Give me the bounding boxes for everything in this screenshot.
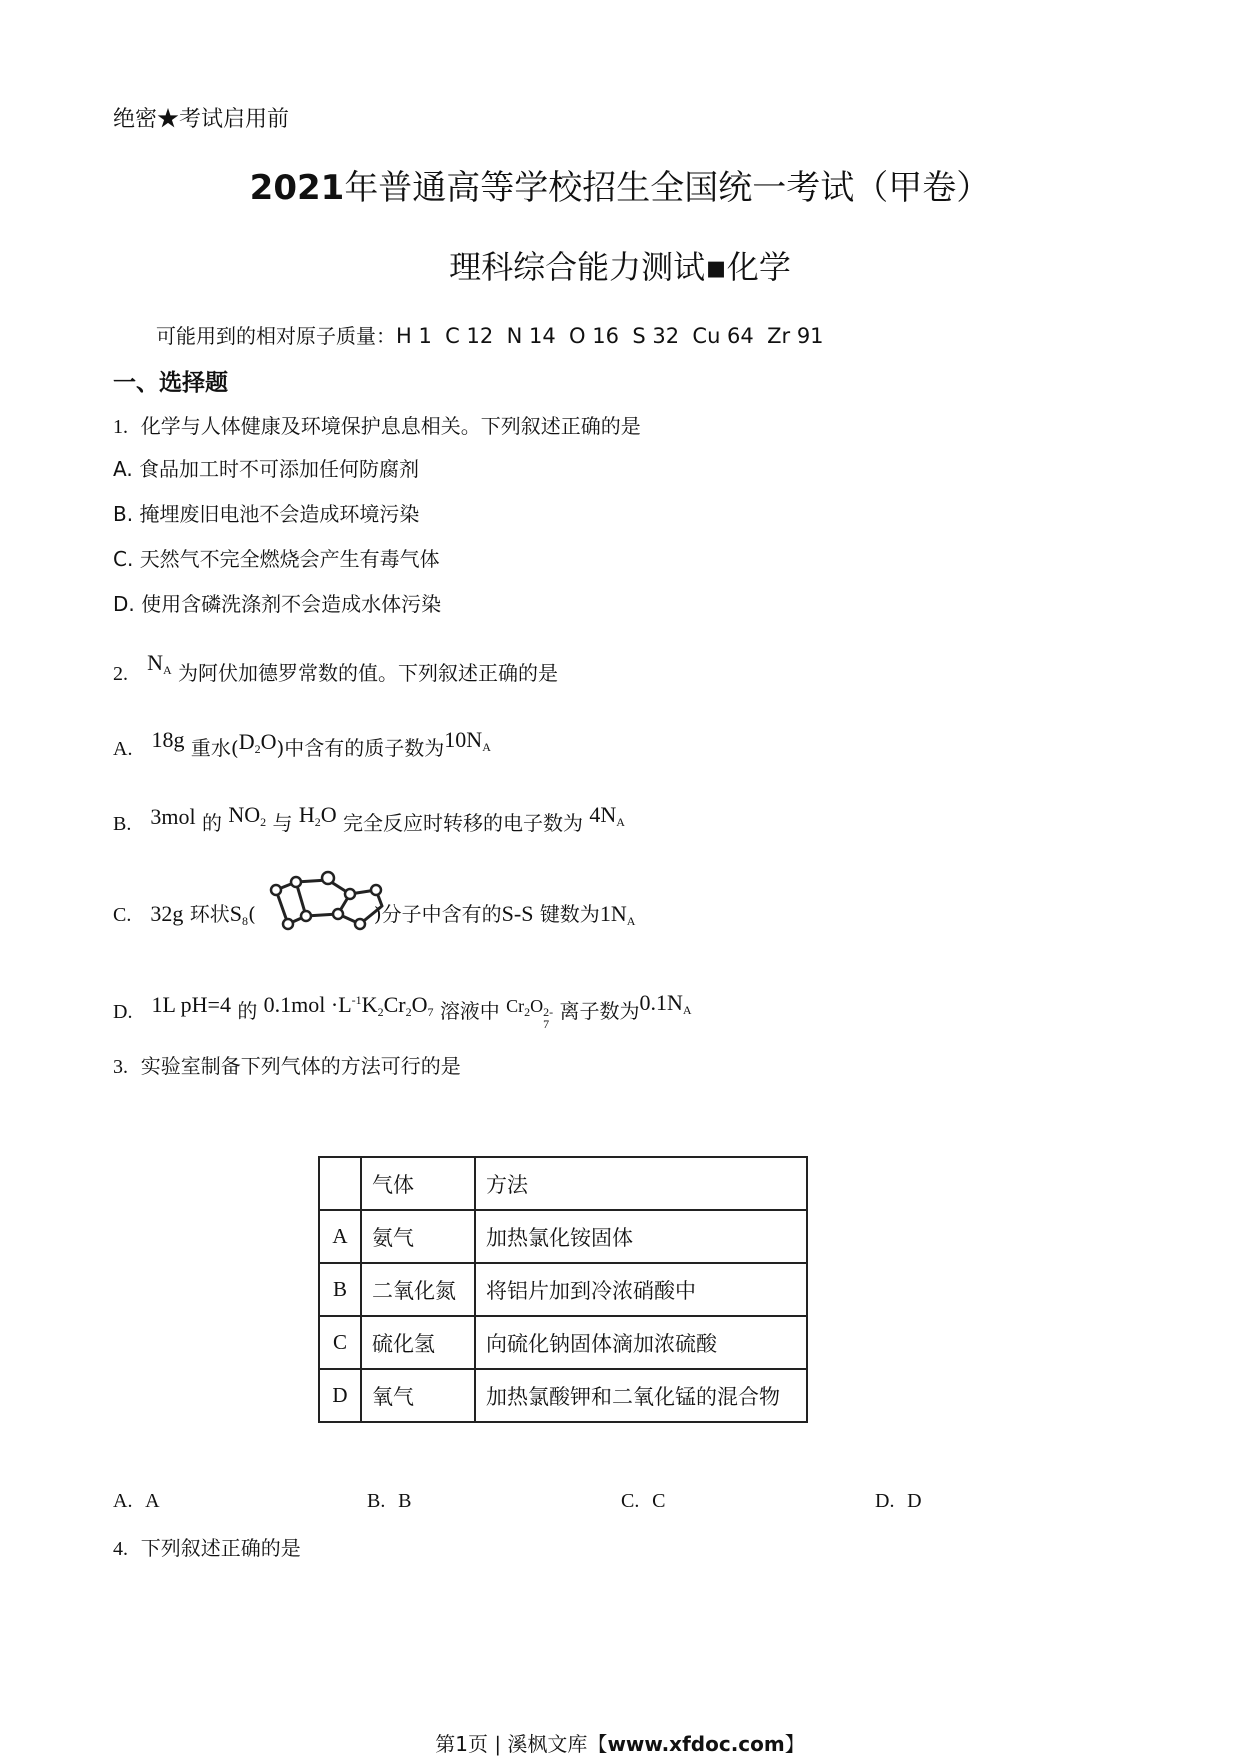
formula-sub: 2 — [377, 1005, 384, 1019]
table-header-method: 方法 — [475, 1157, 807, 1210]
option-text: 溶液中 — [439, 999, 500, 1023]
ion-charge — [543, 1006, 553, 1030]
option-text: 的 — [202, 811, 223, 835]
table-cell: 加热氯化铵固体 — [475, 1210, 807, 1263]
answer-value — [444, 727, 491, 752]
q3-option-c — [621, 1488, 665, 1513]
concentration — [264, 992, 434, 1017]
formula-part: D — [238, 729, 255, 754]
dichromate-ion — [506, 996, 554, 1031]
option-text: 键数为 — [539, 902, 600, 926]
formula-part: K — [361, 992, 378, 1017]
q3-option-b — [367, 1488, 411, 1513]
atomic-masses-values: H 1 C 12 N 14 O 16 S 32 Cu 64 Zr 91 — [396, 324, 824, 348]
value-sub: A — [482, 740, 491, 754]
option-letter: B. — [113, 813, 132, 835]
table-cell: 氧气 — [361, 1369, 475, 1422]
question-number: 3. — [113, 1056, 128, 1078]
bond-label: S-S — [501, 901, 534, 926]
question-stem: 下列叙述正确的是 — [140, 1536, 301, 1560]
formula-sub: 8 — [242, 914, 249, 928]
formula-part: Cr — [506, 996, 525, 1016]
option-letter: C. — [113, 547, 134, 571]
ph-value: 1L pH=4 — [151, 992, 231, 1017]
formula-part: O — [320, 802, 337, 827]
option-letter: B. — [367, 1490, 386, 1512]
na-symbol — [147, 650, 172, 675]
conc-sup: -1 — [351, 993, 362, 1007]
table-cell — [319, 1157, 361, 1210]
question-number: 2. — [113, 663, 128, 685]
formula-sub: 2 — [260, 815, 267, 829]
table-cell: 加热氯酸钾和二氧化锰的混合物 — [475, 1369, 807, 1422]
na-sub: A — [162, 663, 172, 677]
table-cell: 硫化氢 — [361, 1316, 475, 1369]
option-b — [113, 498, 419, 527]
page-number: 1 — [455, 1732, 468, 1756]
formula-sub: 7 — [543, 1017, 550, 1031]
option-text: 环状 — [189, 902, 230, 926]
table-row — [319, 1263, 807, 1316]
formula-s8 — [230, 901, 248, 926]
formula-sub: 2 — [314, 815, 321, 829]
atomic-masses-label: 可能用到的相对原子质量： — [156, 324, 396, 348]
question-2 — [113, 650, 558, 686]
option-text: 的 — [237, 999, 258, 1023]
value-main: 1N — [599, 901, 627, 926]
option-text: 离子数为 — [559, 999, 640, 1023]
answer-value — [589, 802, 625, 827]
table-cell: 二氧化氮 — [361, 1263, 475, 1316]
option-text: 重水( — [190, 736, 239, 760]
table-cell: B — [319, 1263, 361, 1316]
formula-h2o — [299, 802, 337, 827]
secret-label: 绝密★考试启用前 — [113, 107, 290, 132]
option-text: )分子中含有的 — [373, 902, 502, 926]
option-a — [113, 453, 419, 482]
q2-option-d — [113, 990, 692, 1030]
question-1 — [113, 410, 641, 439]
title-year: 2021 — [249, 168, 345, 208]
question-stem: 为阿伏加德罗常数的值。下列叙述正确的是 — [178, 661, 558, 685]
mass-value: 18g — [151, 727, 185, 752]
exam-subtitle: 理科综合能力测试▪化学 — [449, 248, 791, 286]
option-letter: D. — [113, 1001, 133, 1023]
conc-main: 0.1mol ·L — [263, 992, 352, 1017]
formula-sub: 2 — [524, 1005, 531, 1019]
na-main: N — [147, 650, 163, 675]
option-text: ( — [248, 902, 256, 926]
q2-option-b — [113, 802, 625, 836]
formula-no2 — [228, 802, 266, 827]
formula-part: O — [260, 729, 277, 754]
footer-text: 】 — [784, 1732, 805, 1756]
value-main: 4N — [589, 802, 617, 827]
q2-option-a — [113, 727, 491, 761]
formula-sub: 2 — [405, 1005, 412, 1019]
option-text: D — [907, 1490, 922, 1512]
value-sub: A — [616, 815, 625, 829]
table-cell: 向硫化钠固体滴加浓硫酸 — [475, 1316, 807, 1369]
option-text: C — [652, 1490, 666, 1512]
answer-value — [600, 901, 636, 926]
option-text: 与 — [272, 811, 293, 835]
table-cell: 将铝片加到冷浓硝酸中 — [475, 1263, 807, 1316]
atomic-masses — [156, 320, 824, 349]
option-letter: A. — [113, 457, 133, 481]
question-number: 1. — [113, 416, 128, 438]
footer-link[interactable]: www.xfdoc.com — [607, 1732, 785, 1756]
option-text: 掩埋废旧电池不会造成环境污染 — [139, 502, 420, 526]
formula-part: H — [298, 802, 315, 827]
question-stem: 化学与人体健康及环境保护息息相关。下列叙述正确的是 — [140, 414, 641, 438]
question-number: 4. — [113, 1538, 128, 1560]
table-row — [319, 1210, 807, 1263]
s8-ring-molecule-image — [266, 868, 390, 938]
option-letter: A. — [113, 1490, 133, 1512]
option-text: 天然气不完全燃烧会产生有毒气体 — [139, 547, 440, 571]
formula-sub: 2 — [254, 742, 261, 756]
table-header-gas: 气体 — [361, 1157, 475, 1210]
option-text: )中含有的质子数为 — [276, 736, 445, 760]
table-header-row — [319, 1157, 807, 1210]
formula-sub: 7 — [427, 1005, 434, 1019]
option-text: B — [398, 1490, 412, 1512]
formula-part: O — [411, 992, 428, 1017]
value-main: 10N — [444, 727, 483, 752]
table-cell: C — [319, 1316, 361, 1369]
option-d — [113, 588, 441, 617]
table-cell: D — [319, 1369, 361, 1422]
section-heading: 一、选择题 — [113, 369, 228, 396]
mass-value: 32g — [150, 901, 184, 926]
answer-value — [640, 990, 692, 1015]
option-letter: C. — [621, 1490, 640, 1512]
question-3 — [113, 1050, 461, 1079]
option-letter: A. — [113, 738, 133, 760]
title-text: 年普通高等学校招生全国统一考试（甲卷） — [344, 168, 991, 208]
option-text: 使用含磷洗涤剂不会造成水体污染 — [141, 592, 442, 616]
option-text: 完全反应时转移的电子数为 — [343, 811, 584, 835]
footer-text: 页 | 溪枫文库【 — [467, 1732, 608, 1756]
footer-text: 第 — [435, 1732, 456, 1756]
formula-sup: 2- — [543, 1005, 554, 1019]
option-text: A — [145, 1490, 160, 1512]
formula-d2o — [239, 729, 277, 754]
table-row — [319, 1316, 807, 1369]
q3-option-d — [875, 1488, 922, 1513]
gas-method-table — [318, 1156, 808, 1423]
formula-part: NO — [228, 802, 261, 827]
formula-part: O — [530, 996, 544, 1016]
option-letter: B. — [113, 502, 134, 526]
table-cell: A — [319, 1210, 361, 1263]
table-cell: 氨气 — [361, 1210, 475, 1263]
question-stem: 实验室制备下列气体的方法可行的是 — [140, 1054, 461, 1078]
exam-title — [0, 160, 1240, 209]
table-row — [319, 1369, 807, 1422]
option-letter: C. — [113, 904, 132, 926]
q3-option-a — [113, 1488, 160, 1513]
value-sub: A — [626, 914, 636, 928]
value-main: 0.1N — [639, 990, 683, 1015]
value-sub: A — [682, 1003, 692, 1017]
option-c — [113, 543, 440, 572]
formula-part: Cr — [383, 992, 406, 1017]
mass-value: 3mol — [150, 804, 196, 829]
formula-part: S — [229, 901, 243, 926]
question-4 — [113, 1532, 301, 1561]
page-footer — [0, 1728, 1240, 1757]
option-letter: D. — [875, 1490, 895, 1512]
option-letter: D. — [113, 592, 135, 616]
option-text: 食品加工时不可添加任何防腐剂 — [139, 457, 420, 481]
